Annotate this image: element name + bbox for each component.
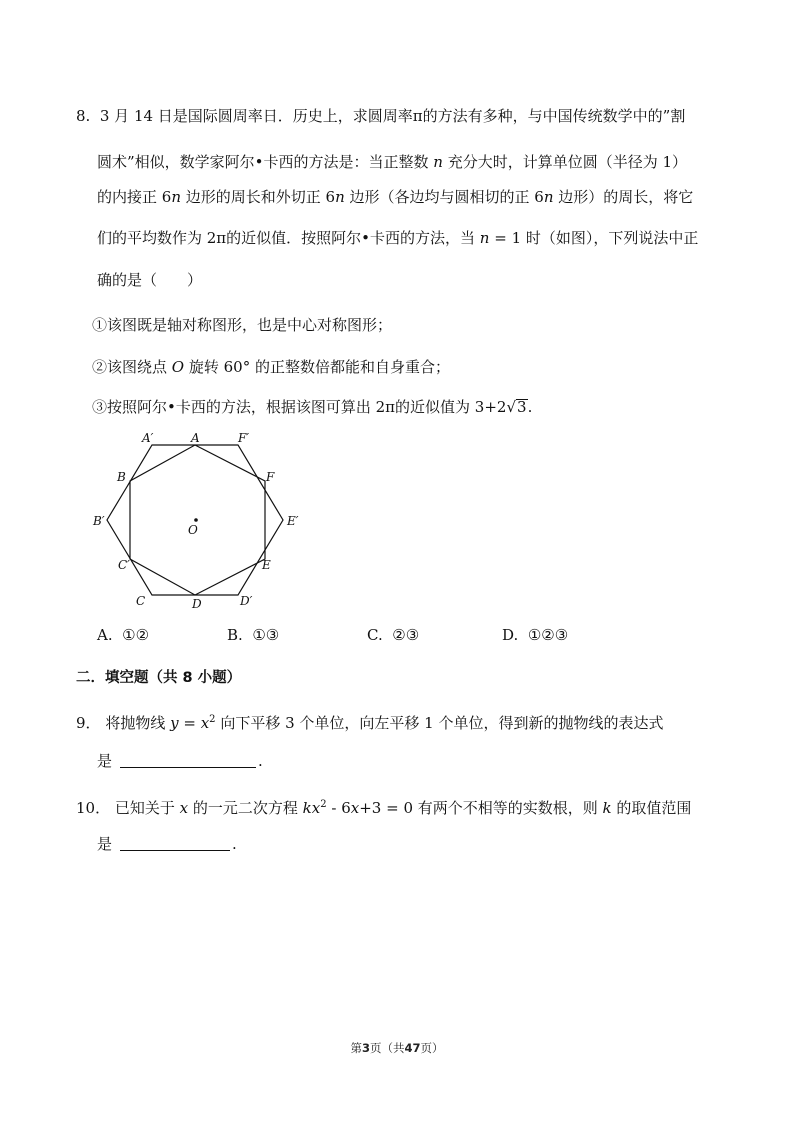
q8-text-5: 确的是（ ） (97, 271, 203, 289)
q8-number: 8. (76, 107, 91, 125)
footer-mid: 页（共 (370, 1041, 405, 1055)
var-n: n (479, 229, 490, 247)
statement-2b: 旋转 60° 的正整数倍都能和自身重合； (184, 358, 450, 376)
q8-line-5 (97, 270, 202, 290)
statement-2 (92, 357, 450, 377)
q10-text-1a: 已知关于 (114, 799, 180, 817)
choice-b[interactable] (227, 626, 279, 644)
q8-text-1: 3 月 14 日是国际圆周率日．历史上，求圆周率π的方法有多种，与中国传统数学中的”割 (99, 107, 686, 125)
choice-a-value: ①② (122, 626, 150, 644)
q8-text-3c: 边形（各边均与圆相切的正 6 (344, 188, 544, 206)
choice-a-label: A. (97, 626, 113, 644)
q10-eq-part-2: +3 = 0 有两个不相等的实数根，则 (359, 799, 603, 817)
label-f-prime: F′ (238, 431, 250, 445)
label-c: C (136, 594, 146, 608)
q8-line-4 (97, 228, 698, 248)
q9-answer-blank[interactable] (120, 753, 256, 768)
q10-line-1 (76, 795, 691, 818)
q9-exponent: 2 (209, 714, 216, 725)
q8-text-2a: 圆术”相似，数学家阿尔•卡西的方法是：当正整数 (97, 153, 434, 171)
choice-c[interactable] (367, 626, 419, 644)
hexagon-figure (90, 428, 320, 618)
q10-text-2: 是 (97, 835, 113, 853)
q8-line-1 (76, 106, 685, 126)
q10-number: 10． (76, 799, 111, 817)
page-footer (0, 1040, 794, 1056)
q10-text-1b: 的一元二次方程 (188, 799, 303, 817)
q8-text-3b: 边形的周长和外切正 6 (180, 188, 336, 206)
section-fill-in-title: 二．填空题（共 8 小题） (76, 670, 242, 686)
label-d-prime: D′ (240, 594, 253, 608)
var-n: n (335, 188, 345, 206)
statement-3-end: . (527, 398, 533, 416)
q8-line-3 (97, 187, 693, 207)
label-f: F (266, 470, 275, 484)
var-y: y (170, 714, 179, 732)
choice-c-value: ②③ (392, 626, 420, 644)
page-total: 47 (404, 1041, 421, 1055)
q10-answer-blank[interactable] (120, 836, 230, 851)
q10-text-1c: 的取值范围 (611, 799, 692, 817)
statement-3 (92, 397, 532, 417)
var-n: n (433, 153, 443, 171)
q9-text-1b: 向下平移 3 个单位，向左平移 1 个单位，得到新的抛物线的表达式 (215, 714, 664, 732)
label-a: A (191, 431, 200, 445)
statement-3a: ③按照阿尔•卡西的方法，根据该图可算出 2π的近似值为 3+2 (92, 398, 507, 416)
footer-post: 页） (420, 1041, 444, 1055)
label-o: O (188, 523, 198, 537)
center-point-o (194, 518, 198, 522)
page-number: 3 (361, 1041, 370, 1055)
choice-b-label: B. (227, 626, 243, 644)
var-k: k (302, 799, 312, 817)
q9-text-2: 是 (97, 752, 113, 770)
q9-eq-equals: = (178, 714, 201, 732)
var-x: x (350, 799, 360, 817)
var-x: x (200, 714, 210, 732)
choice-c-label: C. (367, 626, 383, 644)
statement-1: ①该图既是轴对称图形，也是中心对称图形； (92, 316, 393, 334)
choice-a[interactable] (97, 626, 149, 644)
var-x: x (311, 799, 321, 817)
q8-line-2 (97, 152, 687, 172)
q8-text-4a: 们的平均数作为 2π的近似值．按照阿尔•卡西的方法，当 (97, 229, 480, 247)
q9-text-1a: 将抛物线 (105, 714, 171, 732)
choice-d-value: ①②③ (527, 626, 569, 644)
label-b: B (117, 470, 126, 484)
q9-end: . (258, 752, 263, 770)
label-c-prime-left: C′ (118, 558, 130, 572)
q10-exponent: 2 (320, 799, 327, 810)
label-b-prime: B′ (93, 514, 105, 528)
choice-d-label: D. (502, 626, 519, 644)
var-x: x (179, 799, 189, 817)
q8-text-2b: 充分大时，计算单位圆（半径为 1） (442, 153, 688, 171)
q9-number: 9． (76, 714, 101, 732)
label-e-prime: E′ (287, 514, 299, 528)
q10-line-2 (97, 834, 237, 854)
var-k: k (602, 799, 612, 817)
q10-eq-part: - 6 (326, 799, 351, 817)
q9-line-2 (97, 751, 263, 771)
footer-pre: 第 (350, 1041, 362, 1055)
label-a-prime: A′ (142, 431, 154, 445)
q9-line-1 (76, 710, 663, 733)
choice-b-value: ①③ (252, 626, 280, 644)
statement-2a: ②该图绕点 (92, 358, 172, 376)
choice-d[interactable] (502, 626, 568, 644)
label-e: E (262, 558, 271, 572)
q8-text-3a: 的内接正 6 (97, 188, 172, 206)
label-d: D (192, 597, 202, 611)
q8-choices (97, 626, 657, 646)
var-n: n (543, 188, 554, 206)
sqrt-radicand: 3 (517, 398, 527, 416)
point-o: O (171, 358, 185, 376)
q8-text-3d: 边形）的周长，将它 (553, 188, 694, 206)
q10-end: . (232, 835, 237, 853)
var-n: n (171, 188, 181, 206)
q8-text-4b: = 1 时（如图），下列说法中正 (489, 229, 699, 247)
sqrt-sign-icon: √ (506, 398, 517, 416)
